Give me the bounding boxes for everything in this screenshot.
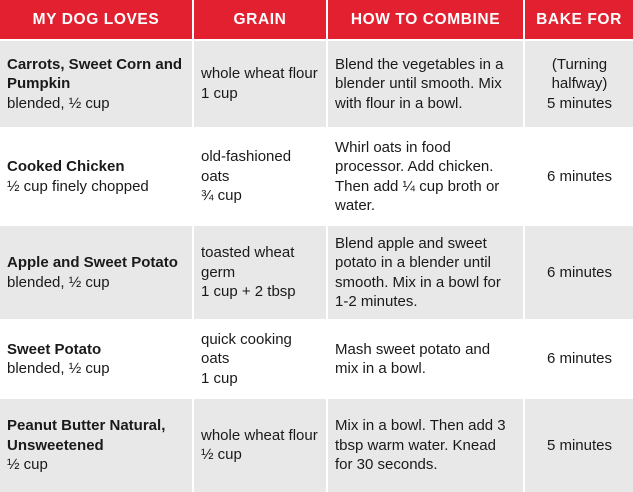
- food-name: Apple and Sweet Potato: [7, 254, 178, 272]
- grain-quantity: ¾ cup: [201, 187, 242, 205]
- bake-cell: [524, 225, 633, 320]
- food-cell: [0, 128, 193, 225]
- table-row: [0, 40, 633, 128]
- grain-quantity: 1 cup: [201, 84, 238, 102]
- food-cell: [0, 225, 193, 320]
- food-quantity: ½ cup finely chopped: [7, 177, 149, 195]
- combine-instructions: Mash sweet potato and mix in a bowl.: [327, 320, 524, 398]
- bake-note: (Turning halfway): [551, 55, 608, 93]
- table-row: [0, 398, 633, 492]
- grain-cell: [193, 320, 327, 398]
- header-bake-for: BAKE FOR: [524, 0, 633, 40]
- grain-quantity: 1 cup: [201, 369, 238, 387]
- bake-cell: [524, 40, 633, 128]
- bake-cell: [524, 128, 633, 225]
- food-name: Peanut Butter Natural, Unsweetened: [7, 417, 166, 454]
- grain-name: old-fashioned oats: [201, 148, 292, 185]
- table-row: [0, 128, 633, 225]
- food-quantity: ½ cup: [7, 456, 48, 474]
- food-quantity: blended, ½ cup: [7, 273, 110, 291]
- grain-name: toasted wheat germ: [201, 244, 295, 281]
- header-my-dog-loves: MY DOG LOVES: [0, 0, 193, 40]
- header-grain: GRAIN: [193, 0, 327, 40]
- food-cell: [0, 320, 193, 398]
- bake-time: 6 minutes: [546, 350, 613, 368]
- grain-cell: [193, 40, 327, 128]
- food-quantity: blended, ½ cup: [7, 360, 110, 378]
- bake-time: 5 minutes: [546, 94, 613, 112]
- grain-cell: [193, 398, 327, 492]
- header-how-to-combine: HOW TO COMBINE: [327, 0, 524, 40]
- grain-name: whole wheat flour: [201, 65, 318, 83]
- table-row: [0, 320, 633, 398]
- bake-time: 6 minutes: [546, 167, 613, 185]
- combine-instructions: Blend the vegetables in a blender until smooth. Mix with flour in a bowl.: [327, 40, 524, 128]
- food-name: Carrots, Sweet Corn and Pumpkin: [7, 55, 183, 93]
- food-name: Cooked Chicken: [7, 158, 125, 175]
- food-cell: [0, 40, 193, 128]
- combine-instructions: Mix in a bowl. Then add 3 tbsp warm water. Knead for 30 seconds.: [327, 398, 524, 492]
- grain-name: quick cooking oats: [201, 330, 292, 368]
- bake-time: 5 minutes: [546, 436, 613, 454]
- grain-cell: [193, 225, 327, 320]
- combine-instructions: Whirl oats in food processor. Add chicken. Then add ¼ cup broth or water.: [327, 128, 524, 225]
- combine-instructions: Blend apple and sweet potato in a blender until smooth. Mix in a bowl for 1-2 minutes.: [327, 225, 524, 320]
- grain-quantity: ½ cup: [201, 446, 242, 464]
- bake-time: 6 minutes: [546, 263, 613, 281]
- food-quantity: blended, ½ cup: [7, 94, 110, 112]
- food-cell: [0, 398, 193, 492]
- grain-name: whole wheat flour: [201, 426, 318, 444]
- grain-cell: [193, 128, 327, 225]
- food-name: Sweet Potato: [7, 340, 102, 358]
- table-row: [0, 225, 633, 320]
- bake-cell: [524, 398, 633, 492]
- bake-cell: [524, 320, 633, 398]
- header-row: [0, 0, 633, 40]
- grain-quantity: 1 cup + 2 tbsp: [201, 283, 296, 301]
